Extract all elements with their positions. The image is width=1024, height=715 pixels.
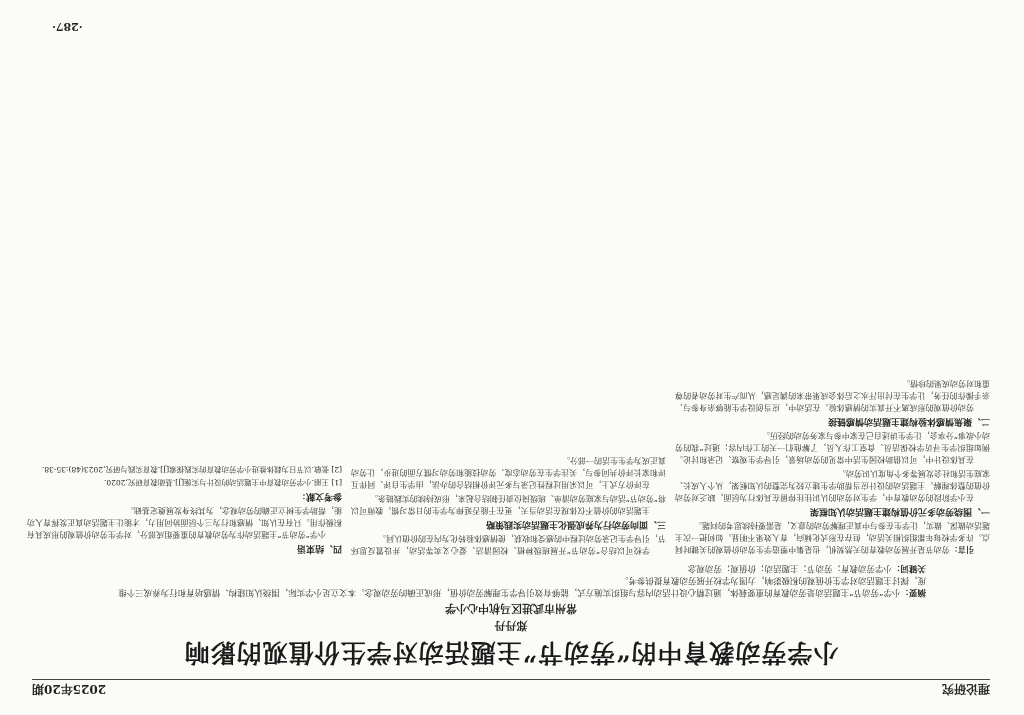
- body-paragraph: 学校可以结合“劳动节”开展班级种植、校园清洁、爱心义卖等活动，并设置反思环节，引导学生记录劳动过程中的感受和收获，使情感体验转化为内在的价值认同。: [351, 534, 666, 555]
- header-section-label: 理论研究: [941, 682, 990, 696]
- text-column-2: [351, 36, 666, 556]
- body-paragraph: 小学“劳动节”主题活动作为劳动教育的重要组成部分，对学生劳动价值观的形成具有积极作用。只有在认知、情感和行为三个层面协同用力，才能让主题活动真正发挥育人功能，帮助学生树立正确的劳动观念，为其终身发展奠定基础。: [27, 506, 342, 539]
- body-paragraph: 主题活动的价值不仅体现在活动当天，更在于能否延伸为学生的日常习惯。教师可以将“劳动节”活动与家庭劳动清单、班级岗位责任制结合起来，形成持续的实践链条。: [351, 494, 666, 515]
- article-affiliation: 常州市武进区马杭中心小学: [445, 602, 577, 615]
- intro-label: 引言：: [949, 545, 974, 555]
- text-column-3: [27, 36, 342, 556]
- running-header: [32, 679, 990, 698]
- text-column-1: [675, 36, 990, 556]
- header-issue-label: 2025年20期: [32, 682, 107, 696]
- reference-item: [1] 王丽.小学劳动教育中主题活动的设计与实施[J].基础教育研究,2020.: [104, 478, 342, 487]
- references-block: [27, 464, 342, 502]
- body-paragraph: 在小学阶段的劳动教育中，学生对劳动的认识往往停留在具体行为层面，缺乏对劳动价值的整体理解。主题活动的设计应当帮助学生建立较为完整的认知框架，从个人成长、家庭生活和社会发展等多个角度认识劳动。: [675, 469, 990, 502]
- abstract-line: [106, 574, 926, 598]
- keywords-line: [106, 562, 926, 574]
- article-author: 郑丹丹: [494, 619, 528, 632]
- page-number: ·287·: [52, 20, 83, 33]
- keywords-label: 关键词：: [891, 563, 926, 573]
- section-heading: 二、聚焦情感体验构建主题活动情感链接: [827, 416, 990, 426]
- reference-item: [2] 张敏.以节日为载体推进小学劳动教育的实践探索[J].教育实践与研究,2023(48):35-38.: [41, 465, 342, 474]
- journal-page: [6, 14, 1016, 706]
- abstract-label: 摘要：: [900, 587, 926, 597]
- article-title: 小学劳动教育中的“劳动节”主题活动对学生价值观的影响: [183, 638, 839, 667]
- abstract-text: 小学“劳动节”主题活动是劳动教育的重要载体，通过精心设计活动内容与组织实施方式，能够有效引导学生理解劳动价值，形成正确的劳动观念。本文立足小学实际，围绕认知建构、情感培育和行为养成三个维度，探讨主题活动对学生价值观的积极影响，力图为学校开展劳动教育提供参考。: [118, 575, 926, 597]
- body-paragraph: 在具体设计中，可以借助校园生活中常见的劳动场景，引导学生观察、记录和讨论。例如组织学生寻访学校保洁员、食堂工作人员，了解他们一天的工作内容；通过“我的劳动小故事”分享会，让学生讲述自己在家中参与家务劳动的经历。: [675, 431, 990, 464]
- body-paragraph: 劳动价值观的形成离不开真实的情感体验。在活动中，应当创设学生能够亲身参与、亲手操作的任务，让学生在付出汗水之后体会成果带来的满足感，从而产生对劳动者的尊重和对劳动成果的珍惜。: [675, 379, 990, 412]
- body-paragraph: 在评价方式上，可以采用过程性记录与多元评价相结合的办法，由学生自评、同伴互评和家长评价共同参与，关注学生在劳动态度、劳动技能和劳动习惯方面的进步，让劳动真正成为学生生活的一部分。: [351, 456, 666, 489]
- section-heading: 三、面向劳动行为养成强化主题活动实践策略: [485, 519, 666, 529]
- abstract-block: [106, 562, 926, 598]
- references-heading: 参考文献：: [296, 491, 342, 501]
- section-heading: 一、围绕劳动多元价值构建主题活动认知框架: [809, 506, 990, 516]
- section-heading: 四、结束语: [296, 543, 342, 553]
- intro-paragraph: [675, 519, 990, 556]
- keywords-text: 小学劳动教育；劳动节；主题活动；价值观；劳动观念: [687, 563, 892, 573]
- intro-text: 劳动节是开展劳动教育的天然契机，也是集中塑造学生劳动价值观的关键时间点。许多学校每年都组织相关活动，但存在形式化倾向，育人效果不明显。如何把一次主题活动做深、做实，让学生在参与中真正理解劳动的意义，是需要持续思考的问题。: [675, 521, 990, 554]
